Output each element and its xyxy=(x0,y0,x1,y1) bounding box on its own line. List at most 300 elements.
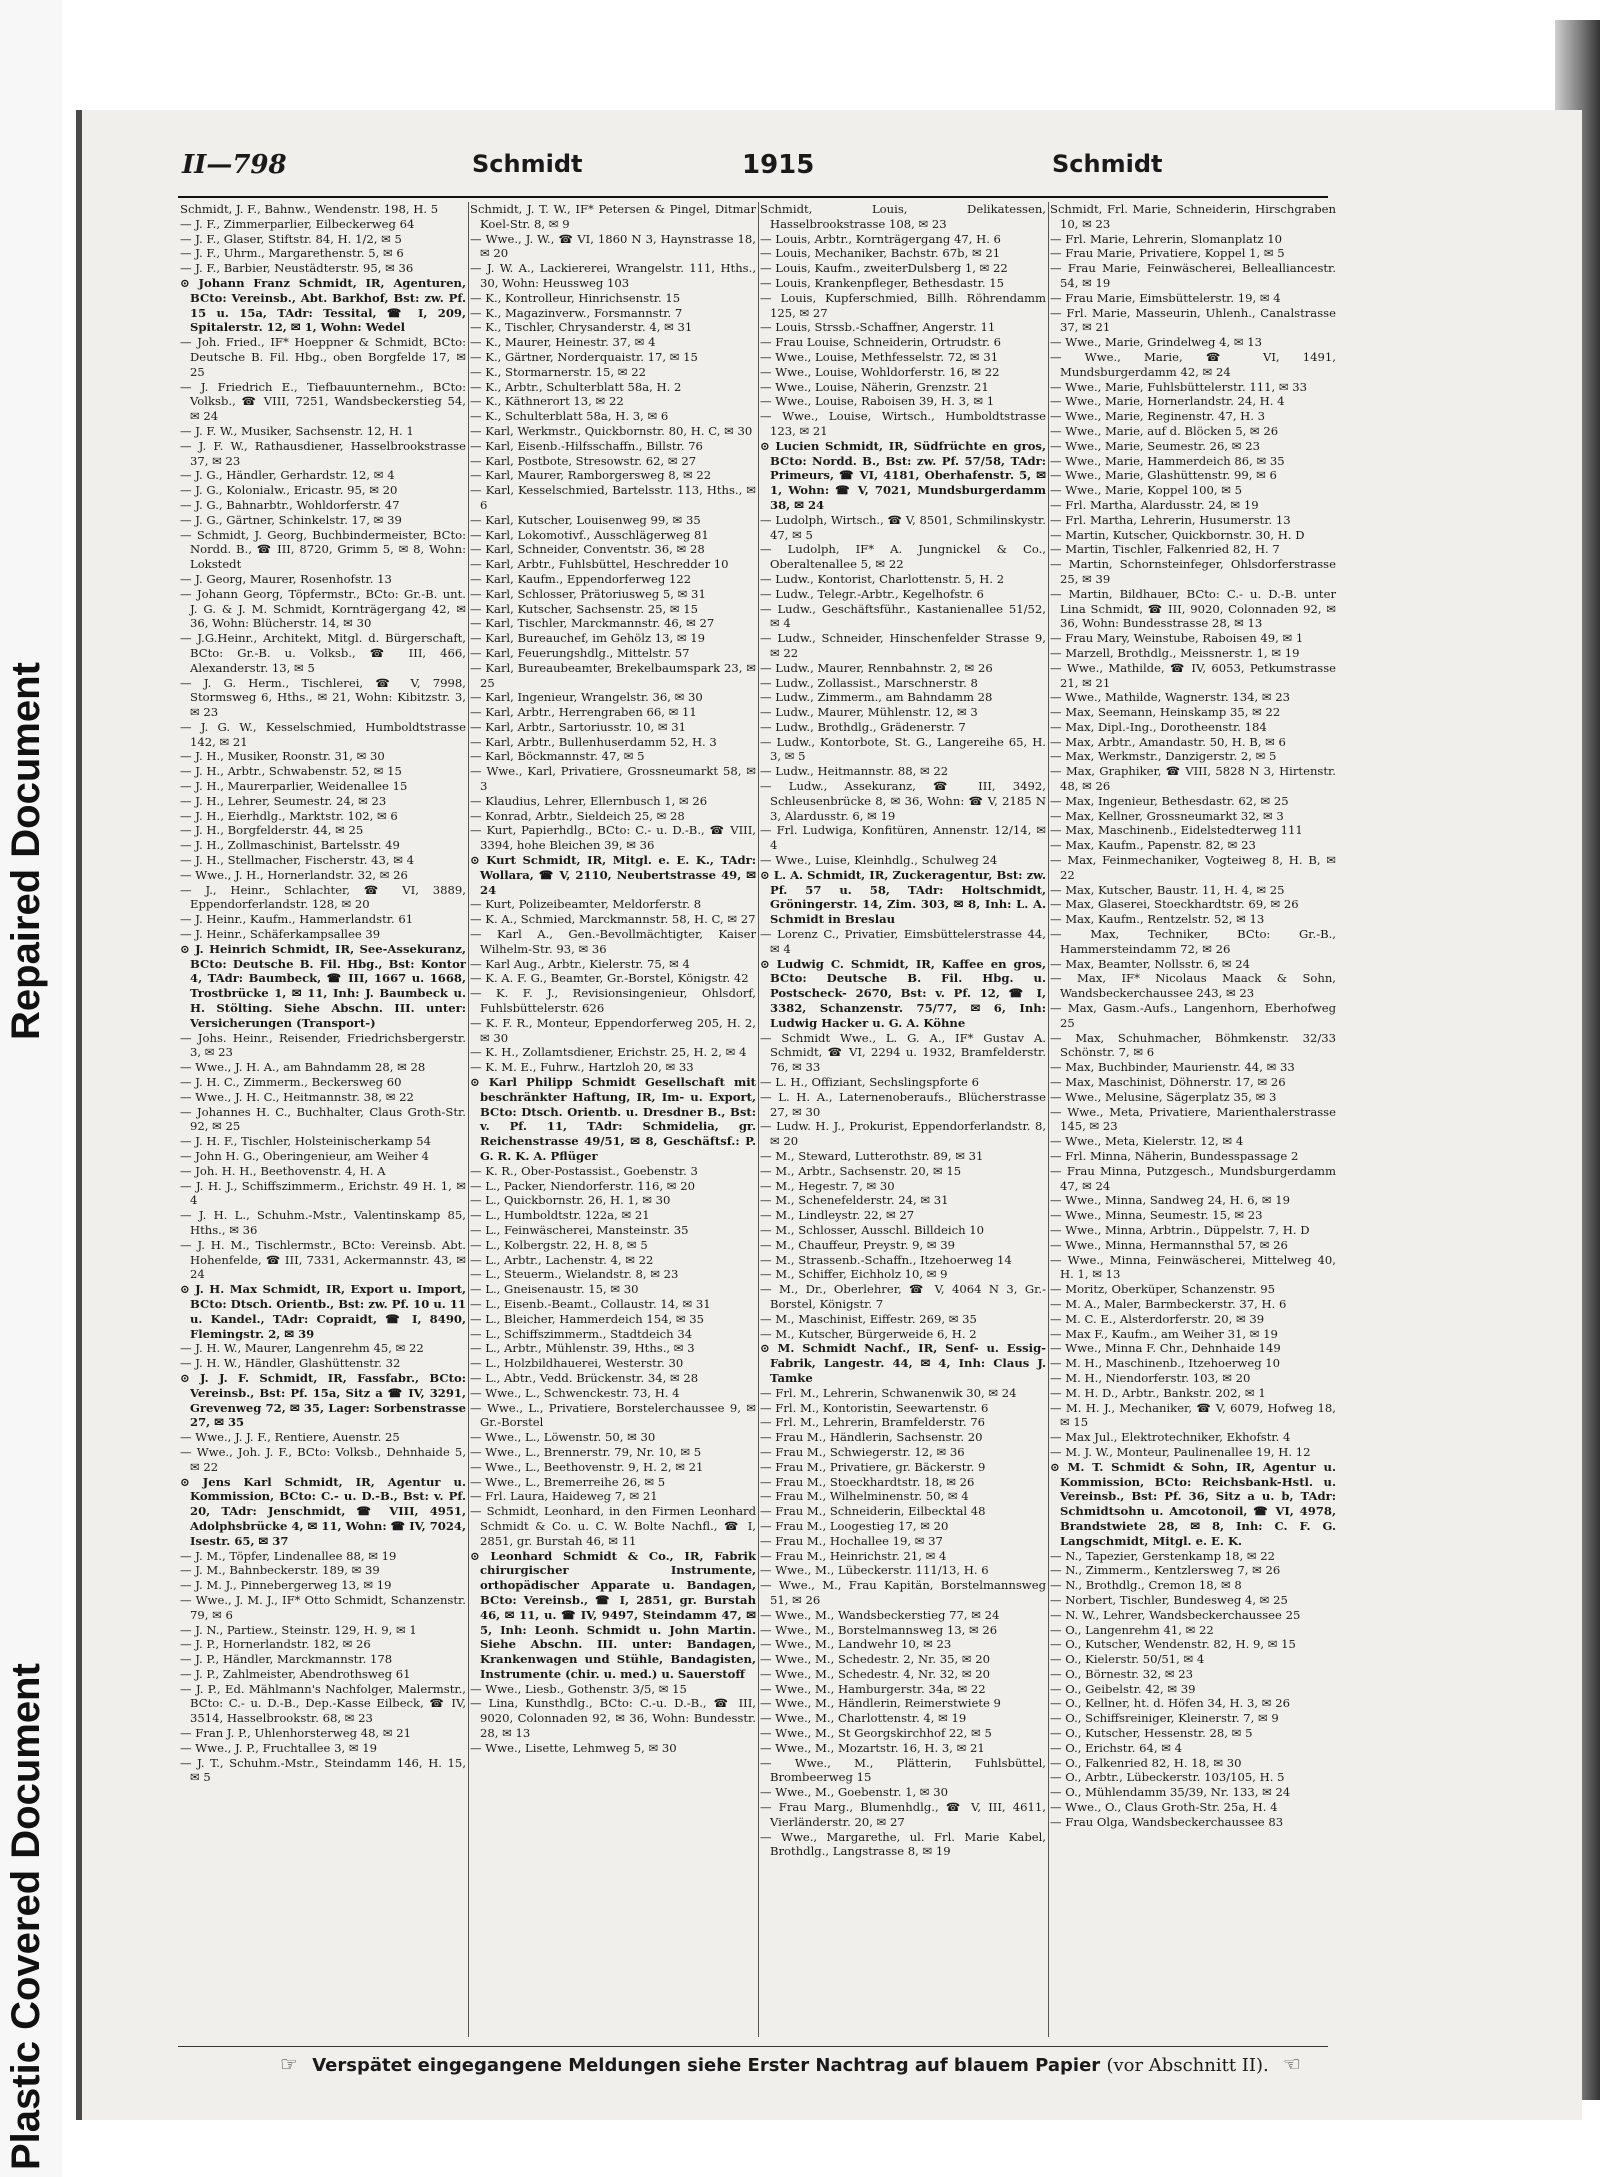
directory-entry: — L., Holzbildhauerei, Westerstr. 30 xyxy=(470,1356,684,1371)
directory-entry: — M., Maschinist, Eiffestr. 269, ✉ 35 xyxy=(760,1311,977,1326)
directory-entry: — K. H., Zollamtsdiener, Erichstr. 25, H. 2, ✉ 4 xyxy=(470,1045,747,1060)
directory-entry: — L., Feinwäscherei, Mansteinstr. 35 xyxy=(470,1222,689,1237)
directory-entry: — Frau M., Stoeckhardtstr. 18, ✉ 26 xyxy=(760,1474,975,1489)
directory-entry: — J.G.Heinr., Architekt, Mitgl. d. Bürgerschaft, BCto: Gr.-B. u. Volksb., ☎ III, 466, Alexanderstr. 13, ✉ 5 xyxy=(180,631,466,675)
directory-entry: — M., Lindleystr. 22, ✉ 27 xyxy=(760,1208,915,1223)
directory-entry: — Frau M., Privatiere, gr. Bäckerstr. 9 xyxy=(760,1459,986,1474)
directory-entry: — J. F., Barbier, Neustädterstr. 95, ✉ 36 xyxy=(180,261,414,276)
directory-entry: — L., Arbtr., Mühlenstr. 39, Hths., ✉ 3 xyxy=(470,1341,695,1356)
page-year: 1915 xyxy=(742,150,815,180)
directory-entry: — J. H., Zollmaschinist, Bartelsstr. 49 xyxy=(180,838,400,853)
directory-entry: — O., Geibelstr. 42, ✉ 39 xyxy=(1050,1681,1196,1696)
late-entries-notice xyxy=(272,2052,1301,2076)
directory-entry: — L., Quickbornstr. 26, H. 1, ✉ 30 xyxy=(470,1193,671,1208)
directory-entry: — K., Maurer, Heinestr. 37, ✉ 4 xyxy=(470,335,656,350)
directory-entry: — Max, Kaufm., Papenstr. 82, ✉ 23 xyxy=(1050,838,1256,853)
directory-entry: — Johannes H. C., Buchhalter, Claus Groth-Str. 92, ✉ 25 xyxy=(180,1104,466,1134)
directory-entry: — Karl, Eisenb.-Hilfsschaffn., Billstr. 76 xyxy=(470,438,703,453)
directory-entry: — M. J. W., Monteur, Paulinenallee 19, H. 12 xyxy=(1050,1444,1311,1459)
directory-entry: — Frau M., Loogestieg 17, ✉ 20 xyxy=(760,1518,949,1533)
directory-entry: — Frau M., Heinrichstr. 21, ✉ 4 xyxy=(760,1548,947,1563)
directory-entry: — O., Kellner, ht. d. Höfen 34, H. 3, ✉ 26 xyxy=(1050,1696,1290,1711)
directory-entry: — Wwe., M., Wandsbeckerstieg 77, ✉ 24 xyxy=(760,1607,1000,1622)
directory-entry: — M., Arbtr., Sachsenstr. 20, ✉ 15 xyxy=(760,1163,962,1178)
directory-entry: — Karl, Kutscher, Sachsenstr. 25, ✉ 15 xyxy=(470,601,699,616)
directory-entry: — Karl, Ingenieur, Wrangelstr. 36, ✉ 30 xyxy=(470,690,703,705)
directory-entry: — Karl, Tischler, Marckmannstr. 46, ✉ 27 xyxy=(470,616,715,631)
directory-entry: — Ludw., Maurer, Rennbahnstr. 2, ✉ 26 xyxy=(760,660,993,675)
directory-entry: — Martin, Tischler, Falkenried 82, H. 7 xyxy=(1050,542,1280,557)
directory-entry: — J. G. Herm., Tischlerei, ☎ V, 7998, Stormsweg 6, Hths., ✉ 21, Wohn: Kibitzstr. 3, ✉ 23 xyxy=(180,675,466,720)
directory-entry: — Joh. Fried., IF* Hoeppner & Schmidt, BCto: Deutsche B. Fil. Hbg., oben Borgfelde 17, ✉ 25 xyxy=(180,335,466,379)
plastic-covered-label: Plastic Covered Document xyxy=(4,1663,48,2170)
directory-entry: — Frl. Marie, Lehrerin, Slomanplatz 10 xyxy=(1050,231,1282,246)
directory-entry: — Wwe., Marie, Seumestr. 26, ✉ 23 xyxy=(1050,438,1260,453)
directory-entry: Schmidt, J. T. W., IF* Petersen & Pingel, Ditmar Koel-Str. 8, ✉ 9 xyxy=(470,202,756,231)
directory-entry: — L., Abtr., Vedd. Brückenstr. 34, ✉ 28 xyxy=(470,1370,699,1385)
directory-entry: — Ludolph, Wirtsch., ☎ V, 8501, Schmilinskystr. 47, ✉ 5 xyxy=(760,512,1046,542)
directory-entry: — Frau M., Händlerin, Sachsenstr. 20 xyxy=(760,1430,983,1445)
directory-entry: — J. G., Kolonialw., Ericastr. 95, ✉ 20 xyxy=(180,483,398,498)
directory-entry: — Wwe., Louise, Methfesselstr. 72, ✉ 31 xyxy=(760,349,999,364)
directory-entry: — Wwe., M., Schedestr. 4, Nr. 32, ✉ 20 xyxy=(760,1666,991,1681)
directory-entry: — N., Brothdlg., Cremon 18, ✉ 8 xyxy=(1050,1578,1242,1593)
directory-entry: — J. G., Bahnarbtr., Wohldorferstr. 47 xyxy=(180,497,400,512)
directory-entry: — Frau Louise, Schneiderin, Ortrudstr. 6 xyxy=(760,335,1002,350)
directory-entry: — Max, Graphiker, ☎ VIII, 5828 N 3, Hirtenstr. 48, ✉ 26 xyxy=(1050,764,1336,794)
directory-entry: — M. H. D., Arbtr., Bankstr. 202, ✉ 1 xyxy=(1050,1385,1266,1400)
directory-entry: — Karl, Kesselschmied, Bartelsstr. 113, Hths., ✉ 6 xyxy=(470,483,756,512)
directory-entry: — Louis, Kaufm., zweiterDulsberg 1, ✉ 22 xyxy=(760,261,1008,276)
directory-entry: — J. W. A., Lackiererei, Wrangelstr. 111, Hths., 30, Wohn: Heussweg 103 xyxy=(470,261,756,290)
directory-entry: — Wwe., M., Lübeckerstr. 111/13, H. 6 xyxy=(760,1563,989,1578)
directory-entry: — Ludw., Maurer, Mühlenstr. 12, ✉ 3 xyxy=(760,705,978,720)
directory-entry: — Max, Kutscher, Baustr. 11, H. 4, ✉ 25 xyxy=(1050,882,1285,897)
column-divider xyxy=(1048,202,1049,2037)
directory-entry: — Schmidt, J. Georg, Buchbindermeister, BCto: Nordd. B., ☎ III, 8720, Grimm 5, ✉ 8, Wohn: Lokstedt xyxy=(180,527,466,572)
directory-entry: — J. H. W., Maurer, Langenrehm 45, ✉ 22 xyxy=(180,1341,424,1356)
directory-entry: — J. P., Hornerlandstr. 182, ✉ 26 xyxy=(180,1637,371,1652)
directory-entry: — Wwe., L., Beethovenstr. 9, H. 2, ✉ 21 xyxy=(470,1459,704,1474)
directory-entry: — Joh. H. H., Beethovenstr. 4, H. A xyxy=(180,1163,386,1178)
directory-entry: — L., Eisenb.-Beamt., Collaustr. 14, ✉ 31 xyxy=(470,1296,711,1311)
directory-entry: — Martin, Kutscher, Quickbornstr. 30, H. D xyxy=(1050,527,1305,542)
directory-entry: — M., Kutscher, Bürgerweide 6, H. 2 xyxy=(760,1326,977,1341)
directory-entry: — J. H. J., Schiffszimmerm., Erichstr. 49 H. 1, ✉ 4 xyxy=(180,1178,466,1208)
directory-entry: — Max F., Kaufm., am Weiher 31, ✉ 19 xyxy=(1050,1326,1278,1341)
directory-entry: — Wwe., M., Schedestr. 2, Nr. 35, ✉ 20 xyxy=(760,1652,991,1667)
directory-entry: — J. G., Händler, Gerhardstr. 12, ✉ 4 xyxy=(180,468,395,483)
directory-entry: — Wwe., J. H. C., Heitmannstr. 38, ✉ 22 xyxy=(180,1089,414,1104)
directory-column-3 xyxy=(760,202,1046,2042)
repaired-document-label: Repaired Document xyxy=(4,662,48,1040)
directory-entry: — J. H. M., Tischlermstr., BCto: Vereinsb. Abt. Hohenfelde, ☎ III, 7331, Ackermannstr. 43, ✉ 24 xyxy=(180,1237,466,1282)
directory-entry: — Max, Maschinenb., Eidelstedterweg 111 xyxy=(1050,823,1303,838)
directory-entry: Schmidt, J. F., Bahnw., Wendenstr. 198, H. 5 xyxy=(180,202,439,216)
directory-entry: — Frl. Marie, Masseurin, Uhlenh., Canalstrasse 37, ✉ 21 xyxy=(1050,305,1336,335)
directory-entry: — Schmidt, Leonhard, in den Firmen Leonhard Schmidt & Co. u. C. W. Bolte Nachfl., ☎ I, 2851, gr. Burstah 46, ✉ 11 xyxy=(470,1504,756,1548)
directory-entry: ⊙ Karl Philipp Schmidt Gesellschaft mit beschränkter Haftung, IR, Im- u. Export, BCto: Dtsch. Orientb. u. Dresdner B., Bst: v. Pf. 11, TAdr: Schmidelia, gr. Reichenstrasse 49/51, ✉ 8, Geschäftsf.: P. G. R. K. A. Pflüger xyxy=(470,1075,756,1163)
directory-entry: — Wwe., M., St Georgskirchhof 22, ✉ 5 xyxy=(760,1726,992,1741)
directory-entry: ⊙ Johann Franz Schmidt, IR, Agenturen, BCto: Vereinsb., Abt. Barkhof, Bst: zw. Pf. 15 u. 15a, TAdr: Tessital, ☎ I, 209, Spitalerstr. 12, ✉ 1, Wohn: Wedel xyxy=(180,275,466,335)
directory-entry: — Wwe., J. H. A., am Bahndamm 28, ✉ 28 xyxy=(180,1060,426,1075)
directory-entry: — Johs. Heinr., Reisender, Friedrichsbergerstr. 3, ✉ 23 xyxy=(180,1030,466,1060)
directory-entry: — Wwe., Marie, Koppel 100, ✉ 5 xyxy=(1050,483,1243,498)
directory-entry: — Frl. Ludwiga, Konfitüren, Annenstr. 12/14, ✉ 4 xyxy=(760,823,1046,853)
directory-entry: — J. H., Stellmacher, Fischerstr. 43, ✉ 4 xyxy=(180,853,415,868)
directory-entry: — Kurt, Papierhdlg., BCto: C.- u. D.-B., ☎ VIII, 3394, hohe Bleichen 39, ✉ 36 xyxy=(470,823,756,853)
directory-entry: — Louis, Mechaniker, Bachstr. 67b, ✉ 21 xyxy=(760,246,1001,261)
directory-entry: — Wwe., L., Privatiere, Borstelerchaussee 9, ✉ Gr.-Borstel xyxy=(470,1400,756,1430)
directory-entry: — J. P., Ed. Mählmann's Nachfolger, Malermstr., BCto: C.- u. D.-B., Dep.-Kasse Eilbeck, ☎ IV, 3514, Hasselbrookstr. 68, ✉ 23 xyxy=(180,1681,466,1726)
directory-entry: — Karl, Werkmstr., Quickbornstr. 80, H. C, ✉ 30 xyxy=(470,423,753,438)
directory-entry: Schmidt, Frl. Marie, Schneiderin, Hirschgraben 10, ✉ 23 xyxy=(1050,202,1336,231)
directory-entry: — Max, Beamter, Nollsstr. 6, ✉ 24 xyxy=(1050,956,1251,971)
directory-entry: — L., Packer, Niendorferstr. 116, ✉ 20 xyxy=(470,1178,695,1193)
directory-entry: — K., Magazinverw., Forsmannstr. 7 xyxy=(470,305,683,320)
directory-entry: — K. A., Schmied, Marckmannstr. 58, H. C, ✉ 27 xyxy=(470,912,756,927)
scan-margin xyxy=(0,0,62,2177)
directory-entry: — Max, Glaserei, Stoeckhardtstr. 69, ✉ 26 xyxy=(1050,897,1299,912)
directory-entry: — Louis, Arbtr., Kornträgergang 47, H. 6 xyxy=(760,231,1001,246)
directory-entry: — Ludw., Kontorbote, St. G., Langereihe 65, H. 3, ✉ 5 xyxy=(760,734,1046,764)
directory-entry: — Max, IF* Nicolaus Maack & Sohn, Wandsbeckerchaussee 243, ✉ 23 xyxy=(1050,971,1336,1001)
directory-entry: — O., Kielerstr. 50/51, ✉ 4 xyxy=(1050,1652,1205,1667)
directory-entry: — Wwe., Marie, Hammerdeich 86, ✉ 35 xyxy=(1050,453,1285,468)
directory-entry: — J. Heinr., Schäferkampsallee 39 xyxy=(180,927,381,942)
directory-entry: — J. H. C., Zimmerm., Beckersweg 60 xyxy=(180,1075,402,1090)
directory-entry: — Max, Maschinist, Döhnerstr. 17, ✉ 26 xyxy=(1050,1075,1286,1090)
directory-entry: — K. F. R., Monteur, Eppendorferweg 205, H. 2, ✉ 30 xyxy=(470,1015,756,1045)
directory-entry: — Max, Feinmechaniker, Vogteiweg 8, H. B, ✉ 22 xyxy=(1050,853,1336,882)
directory-entry: — Wwe., Liesb., Gothenstr. 3/5, ✉ 15 xyxy=(470,1681,687,1696)
directory-entry: — J. F., Zimmerparlier, Eilbeckerweg 64 xyxy=(180,216,415,231)
directory-entry: — Frl. Laura, Haideweg 7, ✉ 21 xyxy=(470,1489,658,1504)
directory-entry: — Wwe., Marie, Glashüttenstr. 99, ✉ 6 xyxy=(1050,468,1277,483)
directory-entry: — Karl, Maurer, Ramborgersweg 8, ✉ 22 xyxy=(470,468,712,483)
directory-entry: — K., Gärtner, Norderquaistr. 17, ✉ 15 xyxy=(470,349,698,364)
directory-entry: — Wwe., Marie, Reginenstr. 47, H. 3 xyxy=(1050,409,1266,424)
directory-entry: — Frl. Martha, Alardusstr. 24, ✉ 19 xyxy=(1050,497,1259,512)
directory-entry: — Wwe., L., Brennerstr. 79, Nr. 10, ✉ 5 xyxy=(470,1444,702,1459)
directory-entry: — Wwe., M., Landwehr 10, ✉ 23 xyxy=(760,1637,952,1652)
directory-entry: — L., Gneisenaustr. 15, ✉ 30 xyxy=(470,1282,639,1297)
directory-entry: — M., Hegestr. 7, ✉ 30 xyxy=(760,1178,895,1193)
directory-entry: — Wwe., J. P., Fruchtallee 3, ✉ 19 xyxy=(180,1740,377,1755)
directory-entry: — J. Heinr., Kaufm., Hammerlandstr. 61 xyxy=(180,912,414,927)
directory-entry: — L., Steuerm., Wielandstr. 8, ✉ 23 xyxy=(470,1267,679,1282)
directory-entry: — Frl. M., Lehrerin, Schwanenwik 30, ✉ 24 xyxy=(760,1385,1017,1400)
directory-entry: — Frau M., Schwiegerstr. 12, ✉ 36 xyxy=(760,1444,965,1459)
directory-entry: — O., Kutscher, Hessenstr. 28, ✉ 5 xyxy=(1050,1726,1253,1741)
directory-entry: — K., Käthnerort 13, ✉ 22 xyxy=(470,394,624,409)
directory-entry: — Max, Buchbinder, Maurienstr. 44, ✉ 33 xyxy=(1050,1060,1295,1075)
directory-entry: — O., Börnestr. 32, ✉ 23 xyxy=(1050,1666,1194,1681)
directory-entry: — L., Kolbergstr. 22, H. 8, ✉ 5 xyxy=(470,1237,648,1252)
directory-entry: — Johann Georg, Töpfermstr., BCto: Gr.-B. unt. J. G. & J. M. Schmidt, Kornträgergang 42, ✉ 36, Wohn: Blücherstr. 14, ✉ 30 xyxy=(180,586,466,631)
directory-entry: — Wwe., J. J. F., Rentiere, Auenstr. 25 xyxy=(180,1430,400,1445)
directory-entry: — Lorenz C., Privatier, Eimsbüttelerstrasse 44, ✉ 4 xyxy=(760,927,1046,956)
directory-entry: — N., Zimmerm., Kentzlersweg 7, ✉ 26 xyxy=(1050,1563,1281,1578)
directory-entry: — J. Georg, Maurer, Rosenhofstr. 13 xyxy=(180,571,392,586)
directory-entry: — L., Arbtr., Lachenstr. 4, ✉ 22 xyxy=(470,1252,654,1267)
directory-entry: — Wwe., Meta, Kielerstr. 12, ✉ 4 xyxy=(1050,1134,1244,1149)
directory-entry: — Karl, Kutscher, Louisenweg 99, ✉ 35 xyxy=(470,512,701,527)
directory-entry: — O., Erichstr. 64, ✉ 4 xyxy=(1050,1740,1182,1755)
directory-entry: — L. H. A., Laternenoberaufs., Blücherstrasse 27, ✉ 30 xyxy=(760,1089,1046,1119)
directory-entry: — Max, Kaufm., Rentzelstr. 52, ✉ 13 xyxy=(1050,912,1265,927)
directory-entry: ⊙ Leonhard Schmidt & Co., IR, Fabrik chirurgischer Instrumente, orthopädischer Apparate u. Bandagen, BCto: Vereinsb., ☎ I, 2851, gr. Burstah 46, ✉ 11, u. ☎ IV, 9497, Steindamm 47, ✉ 5, Inh: Leonh. Schmidt u. John Martin. Siehe Abschn. III. unter: Bandagen, Krankenwagen und Stühle, Bandagisten, Instrumente (chir. u. med.) u. Sauerstoff xyxy=(470,1548,756,1681)
directory-entry: — K. A. F. G., Beamter, Gr.-Borstel, Königstr. 42 xyxy=(470,971,749,986)
column-divider xyxy=(468,202,469,2037)
directory-entry: — John H. G., Oberingenieur, am Weiher 4 xyxy=(180,1149,429,1163)
directory-entry: — J. Friedrich E., Tiefbauunternehm., BCto: Volksb., ☎ VIII, 7251, Wandsbeckerstieg 54, ✉ 24 xyxy=(180,379,466,424)
directory-entry: — Max, Schuhmacher, Böhmkenstr. 32/33 Schönstr. 7, ✉ 6 xyxy=(1050,1030,1336,1060)
directory-entry: ⊙ Kurt Schmidt, IR, Mitgl. e. E. K., TAdr: Wollara, ☎ V, 2110, Neubertstrasse 49, ✉ 24 xyxy=(470,853,756,897)
directory-entry: — M. C. E., Alsterdorferstr. 20, ✉ 39 xyxy=(1050,1311,1265,1326)
directory-entry: — L. H., Offiziant, Sechslingspforte 6 xyxy=(760,1075,979,1090)
page-header xyxy=(182,150,1322,190)
directory-entry: — J. T., Schuhm.-Mstr., Steindamm 146, H. 15, ✉ 5 xyxy=(180,1755,466,1785)
directory-entry: — J. H., Musiker, Roonstr. 31, ✉ 30 xyxy=(180,749,385,764)
directory-entry: — M. H., Maschinenb., Itzehoerweg 10 xyxy=(1050,1356,1281,1371)
directory-entry: — Wwe., Minna, Feinwäscherei, Mittelweg 40, H. 1, ✉ 13 xyxy=(1050,1252,1336,1282)
directory-entry: — Karl, Postbote, Stresowstr. 62, ✉ 27 xyxy=(470,453,697,468)
directory-entry: — Wwe., Louise, Wirtsch., Humboldtstrasse 123, ✉ 21 xyxy=(760,409,1046,438)
directory-entry: — J. H., Lehrer, Seumestr. 24, ✉ 23 xyxy=(180,793,387,808)
directory-entry: — M., Schlosser, Ausschl. Billdeich 10 xyxy=(760,1222,985,1237)
directory-entry: — Wwe., Lisette, Lehmweg 5, ✉ 30 xyxy=(470,1740,677,1755)
directory-entry: — Wwe., Marie, Grindelweg 4, ✉ 13 xyxy=(1050,335,1263,350)
notice-reference: (vor Abschnitt II). xyxy=(1106,2055,1269,2076)
directory-entry: ⊙ Ludwig C. Schmidt, IR, Kaffee en gros, BCto: Deutsche B. Fil. Hbg. u. Postscheck- 2670, Bst: v. Pf. 12, ☎ I, 3382, Schanzenstr. 75/77, ✉ 6, Inh: Ludwig Hacker u. G. A. Köhne xyxy=(760,956,1046,1030)
directory-entry: — Louis, Krankenpfleger, Bethesdastr. 15 xyxy=(760,275,1004,290)
directory-entry: — Wwe., Marie, Hornerlandstr. 24, H. 4 xyxy=(1050,394,1285,409)
directory-entry: — M., Strassenb.-Schaffn., Itzehoerweg 14 xyxy=(760,1252,1012,1267)
directory-entry: — Frau Marie, Feinwäscherei, Bellealliancestr. 54, ✉ 19 xyxy=(1050,261,1336,290)
page-number: II—798 xyxy=(182,150,287,180)
directory-entry: — Ludw., Schneider, Hinschenfelder Strasse 9, ✉ 22 xyxy=(760,631,1046,660)
directory-entry: — Marzell, Brothdlg., Meissnerstr. 1, ✉ 19 xyxy=(1050,645,1300,660)
directory-entry: — O., Langenrehm 41, ✉ 22 xyxy=(1050,1622,1214,1637)
directory-entry: — O., Kutscher, Wendenstr. 82, H. 9, ✉ 15 xyxy=(1050,1637,1296,1652)
directory-entry: — J. F., Uhrm., Margarethenstr. 5, ✉ 6 xyxy=(180,246,404,261)
directory-entry: — Wwe., Margarethe, ul. Frl. Marie Kabel, Brothdlg., Langstrasse 8, ✉ 19 xyxy=(760,1829,1046,1859)
directory-entry: — Karl, Arbtr., Herrengraben 66, ✉ 11 xyxy=(470,705,697,720)
directory-entry: — Frl. Minna, Näherin, Bundesspassage 2 xyxy=(1050,1149,1299,1163)
directory-entry: ⊙ J. H. Max Schmidt, IR, Export u. Import, BCto: Dtsch. Orientb., Bst: zw. Pf. 10 u. 11 u. Kandel., TAdr: Copraidt, ☎ I, 8490, Flemingstr. 2, ✉ 39 xyxy=(180,1282,466,1341)
directory-entry: — Wwe., M., Goebenstr. 1, ✉ 30 xyxy=(760,1785,948,1800)
directory-entry: — Ludw., Telegr.-Arbtr., Kegelhofstr. 6 xyxy=(760,586,984,601)
directory-entry: — Ludw., Zollassist., Marschnerstr. 8 xyxy=(760,675,978,690)
directory-entry: — O., Mühlendamm 35/39, Nr. 133, ✉ 24 xyxy=(1050,1785,1291,1800)
notice-text: Verspätet eingegangene Meldungen siehe Erster Nachtrag auf blauem Papier xyxy=(312,2055,1101,2076)
directory-entry: — Wwe., Marie, auf d. Blöcken 5, ✉ 26 xyxy=(1050,423,1279,438)
directory-entry: — M. A., Maler, Barmbeckerstr. 37, H. 6 xyxy=(1050,1296,1287,1311)
header-rule xyxy=(178,196,1328,198)
directory-entry: — Wwe., Marie, ☎ VI, 1491, Mundsburgerdamm 42, ✉ 24 xyxy=(1050,349,1336,379)
directory-entry: — J. N., Partiew., Steinstr. 129, H. 9, ✉ 1 xyxy=(180,1622,417,1637)
directory-entry: — Wwe., Minna, Seumestr. 15, ✉ 23 xyxy=(1050,1208,1263,1223)
directory-entry: — Ludw., Assekuranz, ☎ III, 3492, Schleusenbrücke 8, ✉ 36, Wohn: ☎ V, 2185 N 3, Alardusstr. 6, ✉ 19 xyxy=(760,779,1046,823)
directory-entry: — Max, Seemann, Heinskamp 35, ✉ 22 xyxy=(1050,705,1281,720)
directory-entry: — K. M. E., Fuhrw., Hartzloh 20, ✉ 33 xyxy=(470,1060,694,1075)
directory-entry: — Ludw., Geschäftsführ., Kastanienallee 51/52, ✉ 4 xyxy=(760,601,1046,631)
directory-entry: — J. H., Eierhdlg., Marktstr. 102, ✉ 6 xyxy=(180,808,398,823)
directory-entry: — Wwe., Minna, Arbtrin., Düppelstr. 7, H. D xyxy=(1050,1222,1310,1237)
directory-entry: — Max Jul., Elektrotechniker, Ekhofstr. 4 xyxy=(1050,1430,1291,1445)
directory-entry: ⊙ M. Schmidt Nachf., IR, Senf- u. Essig-Fabrik, Langestr. 44, ✉ 4, Inh: Claus J. Tamke xyxy=(760,1341,1046,1385)
directory-entry: — J. M., Bahnbeckerstr. 189, ✉ 39 xyxy=(180,1563,380,1578)
directory-column-4 xyxy=(1050,202,1336,2042)
directory-entry: — Wwe., J. W., ☎ VI, 1860 N 3, Haynstrasse 18, ✉ 20 xyxy=(470,231,756,261)
directory-entry: — Wwe., M., Charlottenstr. 4, ✉ 19 xyxy=(760,1711,967,1726)
directory-entry: — J. F. W., Rathausdiener, Hasselbrookstrasse 37, ✉ 23 xyxy=(180,438,466,468)
directory-entry: — Ludw., Zimmerm., am Bahndamm 28 xyxy=(760,690,993,705)
footer-rule xyxy=(178,2046,1328,2047)
directory-column-1 xyxy=(180,202,466,2042)
directory-entry: — M. H. J., Mechaniker, ☎ V, 6079, Hofweg 18, ✉ 15 xyxy=(1050,1400,1336,1430)
directory-entry: — Frl. M., Lehrerin, Bramfelderstr. 76 xyxy=(760,1415,986,1430)
directory-entry: — Wwe., Marie, Fuhlsbüttelerstr. 111, ✉ 33 xyxy=(1050,379,1308,394)
directory-entry: — J. H., Maurerparlier, Weidenallee 15 xyxy=(180,779,408,794)
directory-entry: — Wwe., M., Plätterin, Fuhlsbüttel, Brombeerweg 15 xyxy=(760,1755,1046,1785)
directory-entry: — Wwe., M., Hamburgerstr. 34a, ✉ 22 xyxy=(760,1681,986,1696)
directory-entry: — Frau M., Schneiderin, Eilbecktal 48 xyxy=(760,1504,986,1519)
directory-entry: — Wwe., J. H., Hornerlandstr. 32, ✉ 26 xyxy=(180,867,408,882)
directory-entry: — J. M., Töpfer, Lindenallee 88, ✉ 19 xyxy=(180,1548,397,1563)
directory-entry: — Wwe., Minna, Hermannsthal 57, ✉ 26 xyxy=(1050,1237,1288,1252)
directory-entry: — L., Schiffszimmerm., Stadtdeich 34 xyxy=(470,1326,693,1341)
directory-entry: ⊙ J. Heinrich Schmidt, IR, See-Assekuranz, BCto: Deutsche B. Fil. Hbg., Bst: Kontor 4, TAdr: Baumbeck, ☎ III, 1667 u. 1668, Trostbrücke 1, ✉ 11, Inh: J. Baumbeck u. H. Stölting. Siehe Abschn. III. unter: Versicherungen (Transport-) xyxy=(180,941,466,1030)
directory-entry: Schmidt, Louis, Delikatessen, Hasselbrookstrasse 108, ✉ 23 xyxy=(760,202,1046,231)
directory-entry: — Wwe., Meta, Privatiere, Marienthalerstrasse 145, ✉ 23 xyxy=(1050,1104,1336,1134)
directory-entry: — Wwe., Melusine, Sägerplatz 35, ✉ 3 xyxy=(1050,1089,1277,1104)
directory-entry: — K., Arbtr., Schulterblatt 58a, H. 2 xyxy=(470,379,682,394)
directory-entry: — Wwe., Mathilde, ☎ IV, 6053, Petkumstrasse 21, ✉ 21 xyxy=(1050,660,1336,690)
directory-entry: — M., Dr., Oberlehrer, ☎ V, 4064 N 3, Gr.-Borstel, Königstr. 7 xyxy=(760,1282,1046,1311)
directory-page xyxy=(76,110,1582,2120)
directory-entry: — Ludolph, IF* A. Jungnickel & Co., Oberaltenallee 5, ✉ 22 xyxy=(760,542,1046,572)
directory-entry: ⊙ L. A. Schmidt, IR, Zuckeragentur, Bst: zw. Pf. 57 u. 58, TAdr: Holtschmidt, Gröningerstr. 14, Zim. 303, ✉ 8, Inh: L. A. Schmidt in Breslau xyxy=(760,867,1046,927)
directory-entry: — Wwe., L., Schwenckestr. 73, H. 4 xyxy=(470,1385,680,1400)
directory-entry: — Ludw., Kontorist, Charlottenstr. 5, H. 2 xyxy=(760,571,1005,586)
directory-entry: ⊙ M. T. Schmidt & Sohn, IR, Agentur u. Kommission, BCto: Reichsbank-Hstl. u. Vereinsb., Bst: Pf. 36, Sitz a u. b, TAdr: Schmidtsohn u. Amcotonoil, ☎ VI, 4978, Brandstwiete 28, ✉ 8, Inh: C. F. G. Langschmidt, Mitgl. e. E. K. xyxy=(1050,1459,1336,1548)
directory-entry: — Frau Olga, Wandsbeckerchaussee 83 xyxy=(1050,1814,1284,1829)
directory-entry: — Martin, Bildhauer, BCto: C.- u. D.-B. unter Lina Schmidt, ☎ III, 9020, Colonnaden 92, ✉ 36, Wohn: Bundesstrasse 28, ✉ 13 xyxy=(1050,586,1336,631)
directory-entry: — Max, Kellner, Grossneumarkt 32, ✉ 3 xyxy=(1050,808,1284,823)
directory-entry: — Max, Ingenieur, Bethesdastr. 62, ✉ 25 xyxy=(1050,793,1289,808)
directory-entry: — Wwe., L., Bremerreihe 26, ✉ 5 xyxy=(470,1474,666,1489)
directory-entry: — Frau Mary, Weinstube, Raboisen 49, ✉ 1 xyxy=(1050,631,1304,646)
directory-entry: — Frau Minna, Putzgesch., Mundsburgerdamm 47, ✉ 24 xyxy=(1050,1163,1336,1193)
directory-entry: — Wwe., O., Claus Groth-Str. 25a, H. 4 xyxy=(1050,1800,1278,1815)
directory-entry: — Schmidt Wwe., L. G. A., IF* Gustav A. Schmidt, ☎ VI, 2294 u. 1932, Bramfelderstr. 76, ✉ 33 xyxy=(760,1030,1046,1075)
directory-entry: — Frl. Martha, Lehrerin, Husumerstr. 13 xyxy=(1050,512,1291,527)
directory-entry: — J. H. W., Händler, Glashüttenstr. 32 xyxy=(180,1356,401,1371)
running-head-left: Schmidt xyxy=(472,150,583,178)
directory-entry: — Wwe., Mathilde, Wagnerstr. 134, ✉ 23 xyxy=(1050,690,1291,705)
directory-entry: — Karl, Arbtr., Fuhlsbüttel, Heschredder 10 xyxy=(470,557,729,572)
directory-entry: — Karl Aug., Arbtr., Kielerstr. 75, ✉ 4 xyxy=(470,956,690,971)
directory-entry: — Wwe., Louise, Wohldorferstr. 16, ✉ 22 xyxy=(760,364,1000,379)
directory-entry: — K., Tischler, Chrysanderstr. 4, ✉ 31 xyxy=(470,320,693,335)
directory-entry: — J. P., Händler, Marckmannstr. 178 xyxy=(180,1652,393,1667)
directory-entry: — Kurt, Polizeibeamter, Meldorferstr. 8 xyxy=(470,897,702,912)
directory-entry: — O., Schiffsreiniger, Kleinerstr. 7, ✉ 9 xyxy=(1050,1711,1279,1726)
directory-entry: — J. F. W., Musiker, Sachsenstr. 12, H. 1 xyxy=(180,423,414,438)
directory-entry: — J., Heinr., Schlachter, ☎ VI, 3889, Eppendorferlandstr. 128, ✉ 20 xyxy=(180,882,466,912)
directory-entry: — O., Falkenried 82, H. 18, ✉ 30 xyxy=(1050,1755,1242,1770)
directory-entry: — Wwe., M., Mozartstr. 16, H. 3, ✉ 21 xyxy=(760,1740,985,1755)
directory-entry: — Karl, Bureauchef, im Gehölz 13, ✉ 19 xyxy=(470,631,706,646)
directory-entry: — K. F. J., Revisionsingenieur, Ohlsdorf, Fuhlsbüttelerstr. 626 xyxy=(470,986,756,1016)
directory-entry: — Karl, Schlosser, Prätoriusweg 5, ✉ 31 xyxy=(470,586,706,601)
directory-entry: — M., Steward, Lutterothstr. 89, ✉ 31 xyxy=(760,1149,984,1163)
directory-entry: — Frau M., Hochallee 19, ✉ 37 xyxy=(760,1533,943,1548)
directory-entry: — J. G. W., Kesselschmied, Humboldtstrasse 142, ✉ 21 xyxy=(180,719,466,749)
directory-entry: — N. W., Lehrer, Wandsbeckerchaussee 25 xyxy=(1050,1607,1301,1622)
directory-entry: — M. H., Niendorferstr. 103, ✉ 20 xyxy=(1050,1370,1251,1385)
running-head-right: Schmidt xyxy=(1052,150,1163,178)
directory-entry: — Wwe., Minna, Sandweg 24, H. 6, ✉ 19 xyxy=(1050,1193,1290,1208)
directory-entry: — K., Schulterblatt 58a, H. 3, ✉ 6 xyxy=(470,409,669,424)
directory-entry: — Wwe., Louise, Raboisen 39, H. 3, ✉ 1 xyxy=(760,394,995,409)
directory-entry: — Wwe., Louise, Näherin, Grenzstr. 21 xyxy=(760,379,989,394)
column-divider xyxy=(758,202,759,2037)
directory-entry: — Wwe., M., Händlerin, Reimerstwiete 9 xyxy=(760,1696,1001,1711)
directory-entry: — Karl, Böckmannstr. 47, ✉ 5 xyxy=(470,749,645,764)
directory-entry: — Max, Arbtr., Amandastr. 50, H. B, ✉ 6 xyxy=(1050,734,1286,749)
directory-entry: — Norbert, Tischler, Bundesweg 4, ✉ 25 xyxy=(1050,1592,1288,1607)
directory-entry: — Max, Dipl.-Ing., Dorotheenstr. 184 xyxy=(1050,719,1267,734)
directory-entry: — Wwe., M., Frau Kapitän, Borstelmannsweg 51, ✉ 26 xyxy=(760,1578,1046,1607)
directory-entry: — Wwe., J. M. J., IF* Otto Schmidt, Schanzenstr. 79, ✉ 6 xyxy=(180,1592,466,1622)
directory-entry: — J. H. F., Tischler, Holsteinischerkamp 54 xyxy=(180,1134,431,1149)
directory-entry: — J. G., Gärtner, Schinkelstr. 17, ✉ 39 xyxy=(180,512,402,527)
directory-entry: — Frau Marie, Eimsbüttelerstr. 19, ✉ 4 xyxy=(1050,290,1281,305)
directory-entry: — O., Arbtr., Lübeckerstr. 103/105, H. 5 xyxy=(1050,1770,1285,1785)
directory-entry: — K., Stormarnerstr. 15, ✉ 22 xyxy=(470,364,646,379)
directory-entry: ⊙ Lucien Schmidt, IR, Südfrüchte en gros, BCto: Nordd. B., Bst: zw. Pf. 57/58, TAdr: Primeurs, ☎ VI, 4181, Oberhafenstr. 5, ✉ 1, Wohn: ☎ V, 7021, Mundsburgerdamm 38, ✉ 24 xyxy=(760,438,1046,512)
directory-entry: — Klaudius, Lehrer, Ellernbusch 1, ✉ 26 xyxy=(470,793,708,808)
directory-entry: — Wwe., Karl, Privatiere, Grossneumarkt 58, ✉ 3 xyxy=(470,764,756,794)
directory-entry: — Karl A., Gen.-Bevollmächtigter, Kaiser Wilhelm-Str. 93, ✉ 36 xyxy=(470,927,756,956)
directory-entry: — Karl, Lokomotivf., Ausschlägerweg 81 xyxy=(470,527,709,542)
directory-entry: — Max, Werkmstr., Danzigerstr. 2, ✉ 5 xyxy=(1050,749,1277,764)
directory-entry: — Karl, Arbtr., Sartoriusstr. 10, ✉ 31 xyxy=(470,719,687,734)
directory-entry: — Frau M., Wilhelminenstr. 50, ✉ 4 xyxy=(760,1489,969,1504)
directory-entry: — Karl, Schneider, Conventstr. 36, ✉ 28 xyxy=(470,542,705,557)
directory-entry: ⊙ Jens Karl Schmidt, IR, Agentur u. Kommission, BCto: C.- u. D.-B., Bst: v. Pf. 20, TAdr: Jenschmidt, ☎ VIII, 4951, Adolphsbrücke 4, ✉ 11, Wohn: ☎ IV, 7024, Isestr. 65, ✉ 37 xyxy=(180,1474,466,1548)
directory-entry: — Konrad, Arbtr., Sieldeich 25, ✉ 28 xyxy=(470,808,685,823)
directory-entry: — Frl. M., Kontoristin, Seewartenstr. 6 xyxy=(760,1400,989,1415)
directory-entry: — N., Tapezier, Gerstenkamp 18, ✉ 22 xyxy=(1050,1548,1275,1563)
directory-entry: — Wwe., L., Löwenstr. 50, ✉ 30 xyxy=(470,1430,656,1445)
directory-entry: — Fran J. P., Uhlenhorsterweg 48, ✉ 21 xyxy=(180,1726,411,1741)
pointing-hand-left-icon: ☜ xyxy=(1283,2052,1301,2076)
directory-entry: — Wwe., M., Borstelmannsweg 13, ✉ 26 xyxy=(760,1622,998,1637)
directory-entry: — M., Schiffer, Eichholz 10, ✉ 9 xyxy=(760,1267,948,1282)
directory-entry: — Louis, Kupferschmied, Billh. Röhrendamm 125, ✉ 27 xyxy=(760,290,1046,320)
directory-entry: — Louis, Strssb.-Schaffner, Angerstr. 11 xyxy=(760,320,996,335)
directory-entry: — Ludw., Brothdlg., Grädenerstr. 7 xyxy=(760,719,966,734)
directory-entry: — Max, Gasm.-Aufs., Langenhorn, Eberhofweg 25 xyxy=(1050,1001,1336,1030)
directory-entry: — Ludw., Heitmannstr. 88, ✉ 22 xyxy=(760,764,949,779)
directory-entry: — Karl, Kaufm., Eppendorferweg 122 xyxy=(470,571,692,586)
directory-entry: — J. M. J., Pinnebergerweg 13, ✉ 19 xyxy=(180,1578,392,1593)
directory-entry: — L., Humboldtstr. 122a, ✉ 21 xyxy=(470,1208,650,1223)
